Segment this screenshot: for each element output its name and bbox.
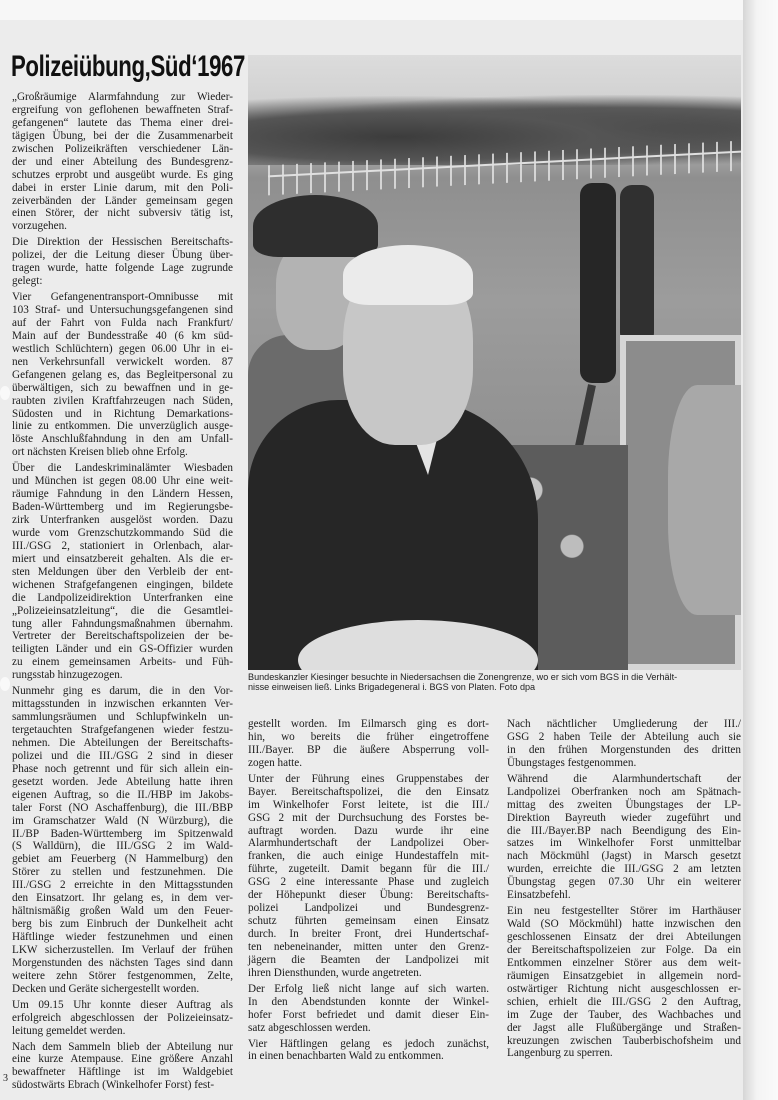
text-line: linie zu entkommen. Die unverzüglich ausge- <box>12 420 233 433</box>
text-line: In den Abendstunden konnte der Winkel- <box>248 995 489 1008</box>
paragraph <box>507 773 741 902</box>
text-line: GSG 2 mit der Durchsuchung des Forstes be- <box>248 811 489 824</box>
text-line: Störer zu stellen und festzunehmen. Die <box>12 866 233 879</box>
page-edge <box>743 0 778 1100</box>
text-line: im Gramschatzer Wald (N Würzburg), die <box>12 814 233 827</box>
text-line: hofer Forst befriedet und damit dieser Ein- <box>248 1008 489 1021</box>
text-line: GSG 2 haben Teile der Abteilung auch sie <box>507 730 741 743</box>
text-line: der Höhepunkt dieser Übung: Bereitschafts- <box>248 889 489 902</box>
text-line: im Winkelhofer Forst leitete, ist die III./ <box>248 798 489 811</box>
text-line: Vier Häftlingen gelang es jedoch zunächst, <box>248 1037 489 1050</box>
paragraph <box>248 773 489 980</box>
text-line: Entkommen einzelner Störer aus dem weit- <box>507 956 741 969</box>
text-line: gesetzt worden. Jede Abteilung hatte ihren <box>12 775 233 788</box>
onlooker-head <box>668 385 741 615</box>
text-line: südostwärts Ebrach (Winkelhofer Forst) fest- <box>12 1079 215 1092</box>
text-line: Langenburg zu sperren. <box>507 1047 613 1060</box>
text-line: Um 09.15 Uhr konnte dieser Auftrag als <box>12 998 233 1011</box>
text-line: Übungstag gegen 07.30 Uhr ein weiterer <box>507 876 741 889</box>
text-line: räumigen Einsatzgebiet in allgemein nord- <box>507 969 741 982</box>
text-line: bewaffneter Häftlinge ist im Waldgebiet <box>12 1066 233 1079</box>
text-line: satzes im Winkelhofer Forst unmittelbar <box>507 837 741 850</box>
text-line: sammlungsräumen und Schlupfwinkeln un- <box>12 711 233 724</box>
text-line: franken, die auch einige Hundestaffeln mit- <box>248 850 489 863</box>
text-line: miert und einsatzbereit gehalten. Als die er- <box>12 552 233 565</box>
paragraph <box>507 905 741 1060</box>
text-line: tergetauchten Strafgefangenen wieder festzu- <box>12 724 233 736</box>
text-line: nach Möckmühl (Jagst) in Marsch gesetzt <box>507 850 741 863</box>
text-line: erfolgreich abgeschlossen der Polizeieinsatz- <box>12 1011 233 1024</box>
paragraph <box>12 236 233 288</box>
text-line: die Landpolizeidirektion Unterfranken eine <box>12 591 233 604</box>
text-line: räumige Fahndung in den Ländern Hessen, <box>12 488 233 501</box>
text-line: Ein neu festgestellter Störer im Harthäuser <box>507 905 741 918</box>
text-line: ihren Diensthunden, wurde angetreten. <box>248 966 422 979</box>
text-line: ten nebeneinander, mitten unter den Grenz- <box>248 940 489 953</box>
text-line: ort nächsten Kreisen blieb ohne Erfolg. <box>12 446 188 459</box>
text-line: westlich Schlüchtern) gegen 06.00 Uhr in ei- <box>12 342 233 355</box>
text-line: kreuzungen zwischen Tauberbischofsheim und <box>507 1034 741 1047</box>
text-line: 103 Straf- und Untersuchungsgefangenen sind <box>12 304 233 316</box>
text-line: dabei in erster Linie darum, mit den Poli- <box>12 181 233 194</box>
text-line: Wald (SO Möckmühl) hatte inzwischen den <box>507 918 741 931</box>
text-line: tragen wurde, hatte folgende Lage zugrunde <box>12 262 233 275</box>
text-column-middle <box>248 718 489 1066</box>
text-line: schutzes erprobt und ausgeübt wurde. Es ging <box>12 168 233 181</box>
text-line: GSG 2 eine interessante Phase und zugleich <box>248 876 489 889</box>
text-line: rungsstab hinzugezogen. <box>12 669 123 682</box>
paragraph <box>248 1038 489 1064</box>
text-line: nen Verkehrsunfall verwickelt worden. 87 <box>12 355 233 368</box>
text-line: sten Meldungen über den Verbleib der ent- <box>12 565 233 578</box>
text-line: „Großräumige Alarmfahndung zur Wieder- <box>12 91 233 103</box>
text-line: Einsatzbefehl. <box>507 889 571 902</box>
text-line: Bayer. Bereitschaftspolizei, die den Einsatz <box>248 785 489 798</box>
kiesinger-hair <box>343 245 473 305</box>
text-line: eigenen Auftrag, so die II./HBP im Jakobs- <box>12 788 233 801</box>
paragraph <box>248 718 489 770</box>
paragraph <box>248 983 489 1035</box>
text-line: der Jagst alle Flußübergänge und Straßen- <box>507 1021 741 1034</box>
text-line: hältnismäßig großen Wald um den Feuer- <box>12 905 233 918</box>
text-line: gebiet am Feuerberg (N Hammelburg) den <box>12 853 233 866</box>
article-title: Polizeiübung‚Süd‘1967 <box>11 50 246 83</box>
text-line: Der Erfolg ließ nicht lange auf sich warten. <box>248 982 489 995</box>
text-line: Über die Landeskriminalämter Wiesbaden <box>12 462 233 475</box>
text-line: jägern die Beamten der Landpolizei mit <box>248 953 489 966</box>
text-line: leitung gemeldet werden. <box>12 1024 126 1037</box>
text-line: teiligten Länder und ein GS-Offizier wurden <box>12 643 233 656</box>
punch-hole <box>0 386 10 400</box>
text-line: führte, zugeteilt. Damit begann für die III./ <box>248 863 489 876</box>
text-line: polizei und die III./GSG 2 sind in dieser <box>12 749 233 762</box>
text-line: vorzugehen. <box>12 220 67 233</box>
caption-line: Bundeskanzler Kiesinger besuchte in Niedersachsen die Zonengrenze, wo er sich vom BGS in die Verhält- <box>248 672 678 682</box>
text-line: satz abgeschlossen werden. <box>248 1021 371 1034</box>
text-line: löste Anschlußfahndung in den am Unfall- <box>12 433 233 446</box>
text-line: gelegt: <box>12 275 43 288</box>
text-line: taler Forst (NO Aschaffenburg), die III./BBP <box>12 801 233 814</box>
text-line: weitere zehn Störer festgenommen, Zelte, <box>12 969 233 982</box>
text-column-left <box>12 91 233 1095</box>
text-line: in einen benachbarten Wald zu entkommen. <box>248 1050 444 1063</box>
text-line: einen Störer, der nicht subversiv tätig ist, <box>12 207 233 220</box>
text-line: hin, wo bereits die früher eingetroffene <box>248 730 489 743</box>
text-line: Häftlinge wieder festzunehmen und einen <box>12 931 233 943</box>
paragraph <box>12 1041 233 1093</box>
text-line: (S Walldürn), die III./GSG 2 im Wald- <box>12 840 233 853</box>
text-line: schien, erhielt die III./GSG 2 den Auftrag, <box>507 995 741 1008</box>
text-line: Nach nächtlicher Umgliederung der III./ <box>507 718 741 730</box>
paragraph <box>12 291 233 459</box>
text-line: ergreifung von geflohenen bewaffneten Straf- <box>12 103 233 116</box>
text-line: polizei Landpolizei und Bundesgrenz- <box>248 902 489 915</box>
text-line: Vertreter der Bereitschaftspolizeien der be- <box>12 630 233 643</box>
text-line: gestellt worden. Im Eilmarsch ging es dort- <box>248 718 489 730</box>
text-line: eine kurze Atempause. Eine größere Anzahl <box>12 1053 233 1066</box>
text-line: Decken und Geräte sichergestellt worden. <box>12 982 200 995</box>
text-line: Die Direktion der Hessischen Bereitschafts- <box>12 236 233 249</box>
text-line: ostwärtiger Richtung nicht ausgeschlossen er- <box>507 982 741 995</box>
text-line: Alarmhundertschaft der Landpolizei Ober- <box>248 837 489 850</box>
text-line: III./Bayer. BP die äußere Absperrung voll- <box>248 743 489 756</box>
paragraph <box>12 685 233 996</box>
text-line: in den frühen Morgenstunden des dritten <box>507 743 741 756</box>
text-line: Landpolizei Oberfranken noch am Spätnach- <box>507 785 741 798</box>
text-line: zu einem gemeinsamen Arbeits- und Füh- <box>12 656 233 669</box>
text-line: Unter der Führung eines Gruppenstabes der <box>248 772 489 785</box>
paragraph <box>12 999 233 1038</box>
text-line: auftragt worden. Dazu wurde ihr eine <box>248 824 489 837</box>
news-photo <box>248 55 741 670</box>
text-line: geschlossenen Einsatz der drei Abteilungen <box>507 931 741 943</box>
text-line: Direktion Bayreuth wieder zugeführt und <box>507 811 741 824</box>
text-line: III./GSG 2, stationiert in Orlenbach, alar- <box>12 539 233 552</box>
text-line: im Zuge der Tauber, des Wachbaches und <box>507 1008 741 1021</box>
text-line: Main auf der Bundesstraße 40 (6 km süd- <box>12 329 233 342</box>
text-line: Während die Alarmhundertschaft der <box>507 772 741 785</box>
text-line: Gefangenen gelang es, das Begleitpersonal zu <box>12 368 233 381</box>
paragraph <box>12 462 233 682</box>
text-line: Nach dem Sammeln blieb der Abteilung nur <box>12 1040 233 1053</box>
text-line: auf der Fahrt von Fulda nach Frankfurt/ <box>12 316 233 329</box>
text-line: zwischen Polizeikräften verschiedener Län- <box>12 142 233 155</box>
text-line: gefangenen“ lautete das Thema einer drei- <box>12 116 233 129</box>
text-line: LKW sicherzustellen. Im Verlauf der frühen <box>12 943 233 956</box>
text-line: durch. In breiter Front, drei Hundertschaf- <box>248 928 489 940</box>
text-line: schutz führten gemeinsam einen Einsatz <box>248 915 489 928</box>
caption-line: nisse einweisen ließ. Links Brigadegeneral i. BGS von Platen. Foto dpa <box>248 682 536 692</box>
text-line: polizei, der die Leitung dieser Übung über- <box>12 249 233 262</box>
binoculars <box>580 183 616 383</box>
text-line: zogen hatte. <box>248 756 303 769</box>
paragraph <box>507 718 741 770</box>
text-line: raubten zivilen Kraftfahrzeugen nach Süden, <box>12 394 233 407</box>
text-line: zeiverbänden der Länder gemeinsam gegen <box>12 194 233 207</box>
text-line: mittagsstunden in inzwischen erkannten Ver- <box>12 698 233 711</box>
photo-caption <box>248 672 743 692</box>
text-line: die III./Bayer.BP nach Beendigung des Ein- <box>507 824 741 837</box>
text-line: Vier Gefangenentransport-Omnibusse mit <box>12 291 233 304</box>
text-line: Phase noch getrennt und für sich allein ein- <box>12 762 233 775</box>
text-line: und München ist gegen 08.00 Uhr eine weit- <box>12 475 233 488</box>
text-line: den Einsatzort. Ihr gelang es, in dem ver- <box>12 892 233 905</box>
text-line: wurde vom Grenzschutzkommando Süd die <box>12 526 233 539</box>
text-line: Baden-Württemberg und im Regierungsbe- <box>12 501 233 514</box>
binoculars-right <box>620 185 654 345</box>
paragraph <box>12 91 233 233</box>
text-line: tägigen Übung, bei der die Zusammenarbeit <box>12 129 233 142</box>
text-line: Südosten und in Richtung Demarkations- <box>12 407 233 420</box>
text-line: „Polizeieinsatzleitung“, die die Gesamtlei- <box>12 604 233 617</box>
text-line: überwältigen, sich zu bewaffnen und in ge- <box>12 381 233 394</box>
text-column-right <box>507 718 741 1063</box>
text-line: wurden, erreichte die III./GSG 2 am letzten <box>507 863 741 876</box>
text-line: III./GSG 2 erreichte in den Mittagsstunden <box>12 879 233 892</box>
text-line: tung aller Fahndungsmaßnahmen übernahm. <box>12 617 233 630</box>
text-line: nehmen. Die Abteilungen der Bereitschafts- <box>12 736 233 749</box>
text-line: mittag des zweiten Übungstages der LP- <box>507 798 741 811</box>
page-number: 3 <box>3 1073 8 1084</box>
text-line: Nunmehr ging es darum, die in den Vor- <box>12 685 233 698</box>
text-line: der Bereitschaftspolizeien zur Folge. Da ein <box>507 943 741 956</box>
punch-hole <box>0 677 10 691</box>
text-line: II./BP Baden-Württemberg im Spitzenwald <box>12 827 233 840</box>
text-line: berg bis zum Einbruch der Dunkelheit acht <box>12 918 233 931</box>
text-line: Morgenstunden des nächsten Tages sind dann <box>12 956 233 969</box>
text-line: der und einer Abteilung des Bundesgrenz- <box>12 155 233 168</box>
officer-cap <box>253 195 378 257</box>
text-line: Übungstages festgenommen. <box>507 756 637 769</box>
text-line: zirk Unterfranken ausgelöst worden. Dazu <box>12 514 233 526</box>
text-line: wichenen Strafgefangenen eingingen, bildete <box>12 578 233 591</box>
